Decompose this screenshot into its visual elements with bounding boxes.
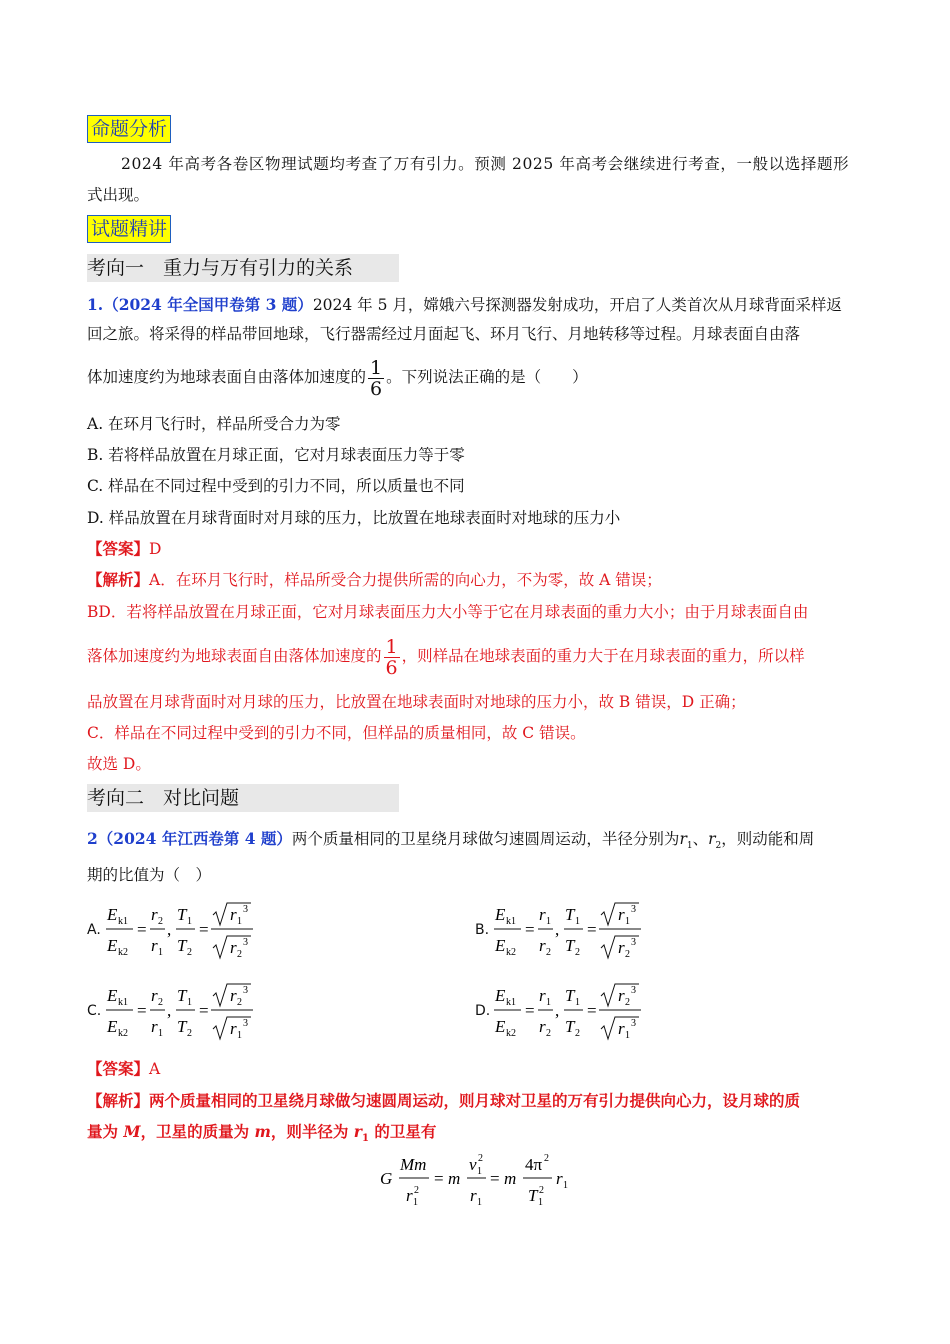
q1-source: （2024 年全国甲卷第 3 题） [103,295,313,314]
svg-text:1: 1 [575,916,580,927]
q2-option-c-formula [103,979,263,1047]
svg-text:k2: k2 [506,947,516,958]
svg-text:r: r [151,986,158,1005]
svg-text:,: , [555,1001,560,1020]
svg-text:1: 1 [187,916,192,927]
q1-stem-3-post: 。下列说法正确的是（ ） [386,368,588,386]
svg-text:3: 3 [243,904,248,915]
svg-text:=: = [434,1169,444,1188]
answer-value: D [149,540,162,558]
analysis-tag: 【解析】 [87,1091,150,1110]
svg-text:1: 1 [158,1028,163,1039]
svg-text:2: 2 [187,947,192,958]
section-2-title: 对比问题 [163,787,240,809]
svg-text:1: 1 [546,916,551,927]
svg-text:=: = [199,920,209,939]
q1-answer [87,538,161,560]
svg-text:1: 1 [538,1197,543,1208]
svg-text:r: r [406,1186,413,1205]
svg-text:k1: k1 [506,997,516,1008]
svg-text:r: r [151,905,158,924]
q2-option-b-label: B. [475,922,490,938]
svg-text:=: = [490,1169,500,1188]
svg-text:r: r [618,986,625,1005]
r1-symbol: $r_1$ [679,830,693,852]
section-1-label: 考向一 [87,257,145,279]
svg-text:E: E [107,1017,118,1036]
svg-text:=: = [525,1001,535,1020]
svg-text:3: 3 [631,985,636,996]
fraction-numerator: 1 [370,356,383,379]
svg-text:r: r [618,1019,625,1038]
svg-text:2: 2 [237,997,242,1008]
svg-text:T: T [177,986,187,1005]
svg-text:1: 1 [187,997,192,1008]
svg-text:k2: k2 [118,947,128,958]
svg-text:r: r [539,936,546,955]
svg-text:r: r [539,905,546,924]
q2-line-2: 期的比值为（ ） [87,866,212,884]
svg-text:k2: k2 [118,1028,128,1039]
q2-stem-1-post: ，则动能和周 [721,830,815,848]
fraction-numerator: 1 [385,635,398,658]
q2-option-d-label: D. [475,1003,491,1019]
svg-text:v: v [469,1155,477,1174]
svg-text:1: 1 [477,1197,482,1208]
svg-text:,: , [167,1001,172,1020]
svg-text:1: 1 [158,947,163,958]
svg-text:2: 2 [158,997,163,1008]
svg-text:2: 2 [575,947,580,958]
svg-text:T: T [565,986,575,1005]
svg-text:2: 2 [414,1185,419,1196]
answer-tag: 【答案】 [87,539,150,558]
svg-text:2: 2 [158,916,163,927]
svg-text:2: 2 [625,997,630,1008]
q2-option-d-formula [491,979,651,1047]
svg-text:1: 1 [477,1166,482,1177]
fraction-denominator: 6 [370,377,383,400]
q2-number: 2 [87,829,98,848]
svg-text:2: 2 [544,1153,549,1164]
svg-text:1: 1 [237,1030,242,1041]
svg-text:G: G [380,1169,393,1188]
answer-value: A [149,1060,161,1078]
svg-text:3: 3 [243,1018,248,1029]
svg-text:3: 3 [631,937,636,948]
svg-text:r: r [230,1019,237,1038]
svg-text:2: 2 [546,1028,551,1039]
svg-text:T: T [177,905,187,924]
svg-text:r: r [151,936,158,955]
q1-analysis-6: 故选 D。 [87,755,151,773]
q1-option-d: D. 样品放置在月球背面时对月球的压力，比放置在地球表面时对地球的压力小 [87,509,621,527]
svg-text:E: E [495,986,506,1005]
analysis-3-pre: 落体加速度约为地球表面自由落体加速度的 [87,647,382,665]
svg-text:1: 1 [625,916,630,927]
analysis-tag: 【解析】 [87,570,150,589]
radius-symbol: r [353,1122,362,1141]
svg-text:m: m [448,1169,461,1188]
q1-analysis-3 [87,633,805,679]
svg-text:1: 1 [237,916,242,927]
svg-text:3: 3 [243,937,248,948]
svg-text:2: 2 [187,1028,192,1039]
analysis-3-post: ，则样品在地球表面的重力大于在月球表面的重力，所以样 [401,647,805,665]
q1-analysis-4: 品放置在月球背面时对月球的压力，比放置在地球表面时对地球的压力小，故 B 错误，D 正确； [87,693,746,711]
svg-text:T: T [177,1017,187,1036]
svg-text:k1: k1 [118,997,128,1008]
svg-text:=: = [525,920,535,939]
svg-text:2: 2 [575,1028,580,1039]
q2-stem-1-pre: 两个质量相同的卫星绕月球做匀速圆周运动，半径分别为 [291,830,680,848]
svg-text:T: T [528,1186,538,1205]
q2-analysis-1 [87,1090,800,1112]
svg-text:3: 3 [631,904,636,915]
svg-text:E: E [107,986,118,1005]
analysis-2-c: ，则半径为 [270,1122,354,1141]
svg-text:2: 2 [625,949,630,960]
q2-option-a-formula [103,898,263,966]
analysis-text-1: A．在环月飞行时，样品所受合力提供所需的向心力，不为零，故 A 错误； [149,571,662,589]
svg-text:E: E [495,936,506,955]
q1-option-b: B. 若将样品放置在月球正面，它对月球表面压力等于零 [87,446,465,464]
svg-text:E: E [107,905,118,924]
answer-tag: 【答案】 [87,1059,150,1078]
analysis-2-a: 量为 [87,1122,124,1141]
svg-text:E: E [495,1017,506,1036]
svg-text:r: r [618,938,625,957]
svg-text:r: r [230,938,237,957]
fraction-denominator: 6 [385,656,398,679]
lecture-tag: 试题精讲 [87,215,171,243]
q1-analysis-1 [87,569,662,591]
q1-number: 1. [87,295,104,314]
svg-text:2: 2 [546,947,551,958]
one-sixth-fraction [368,358,384,399]
svg-text:E: E [495,905,506,924]
svg-text:r: r [539,1017,546,1036]
svg-text:1: 1 [563,1180,568,1191]
q2-option-a-label: A. [87,922,101,938]
section-1-heading [87,254,399,282]
svg-text:1: 1 [625,1030,630,1041]
q2-stem-1-mid: 、 [692,830,709,848]
q1-stem-1: 2024 年 5 月，嫦娥六号探测器发射成功，开启了人类首次从月球背面采样返 [312,296,842,314]
svg-text:T: T [177,936,187,955]
q1-line-2: 回之旅。将采得的样品带回地球，飞行器需经过月面起飞、环月飞行、月地转移等过程。月球表面自由落 [87,325,801,343]
svg-text:=: = [137,1001,147,1020]
svg-text:=: = [587,920,597,939]
svg-text:2: 2 [539,1185,544,1196]
r2-symbol: $r_2$ [708,830,722,852]
svg-text:k2: k2 [506,1028,516,1039]
svg-text:k1: k1 [118,916,128,927]
moon-mass-symbol: M [123,1122,141,1141]
svg-text:r: r [151,1017,158,1036]
svg-text:r: r [230,986,237,1005]
gravitation-equation [378,1150,578,1214]
q1-line-1 [87,294,842,316]
svg-text:=: = [137,920,147,939]
q2-line-1 [87,828,814,857]
svg-text:3: 3 [631,1018,636,1029]
q1-line-3 [87,354,588,400]
q2-analysis-2 [87,1121,436,1150]
analysis-2-b: ，卫星的质量为 [140,1122,255,1141]
svg-text:4π: 4π [525,1155,543,1174]
svg-text:T: T [565,905,575,924]
satellite-mass-symbol: m [254,1122,271,1141]
q1-analysis-2: BD．若将样品放置在月球正面，它对月球表面压力大小等于它在月球表面的重力大小；由于月球表面自由 [87,603,809,621]
analysis-text-1: 两个质量相同的卫星绕月球做匀速圆周运动，则月球对卫星的万有引力提供向心力，设月球的质 [149,1091,801,1110]
svg-text:T: T [565,1017,575,1036]
svg-text:=: = [587,1001,597,1020]
svg-text:Mm: Mm [400,1155,427,1174]
svg-text:2: 2 [478,1153,483,1164]
svg-text:,: , [167,920,172,939]
q2-answer [87,1058,160,1080]
svg-text:E: E [107,936,118,955]
svg-text:1: 1 [546,997,551,1008]
intro-line-2: 式出现。 [87,186,150,204]
section-1-title: 重力与万有引力的关系 [163,257,354,279]
svg-text:=: = [199,1001,209,1020]
section-2-heading [87,784,399,812]
svg-text:r: r [470,1186,477,1205]
q2-option-c-label: C. [87,1003,102,1019]
analysis-one-sixth-fraction [384,637,400,678]
svg-text:1: 1 [413,1197,418,1208]
svg-text:T: T [565,936,575,955]
section-2-label: 考向二 [87,787,145,809]
svg-text:k1: k1 [506,916,516,927]
q1-stem-3-pre: 体加速度约为地球表面自由落体加速度的 [87,368,367,386]
svg-text:2: 2 [237,949,242,960]
svg-text:r: r [556,1169,563,1188]
svg-text:,: , [555,920,560,939]
svg-text:m: m [504,1169,517,1188]
intro-line-1: 2024 年高考各卷区物理试题均考查了万有引力。预测 2025 年高考会继续进行考查，一般以选择题形 [121,155,850,173]
svg-text:r: r [230,905,237,924]
q1-analysis-5: C．样品在不同过程中受到的引力不同，但样品的质量相同，故 C 错误。 [87,724,586,742]
analysis-tag: 命题分析 [87,115,171,143]
q2-option-b-formula [491,898,651,966]
svg-text:3: 3 [243,985,248,996]
q1-option-a: A. 在环月飞行时，样品所受合力为零 [87,415,341,433]
radius-subscript: 1 [361,1133,369,1145]
analysis-2-d: 的卫星有 [368,1122,437,1141]
svg-text:r: r [618,905,625,924]
q2-source: （2024 年江西卷第 4 题） [97,829,292,848]
svg-text:r: r [539,986,546,1005]
svg-text:1: 1 [575,997,580,1008]
q1-option-c: C. 样品在不同过程中受到的引力不同，所以质量也不同 [87,477,465,495]
